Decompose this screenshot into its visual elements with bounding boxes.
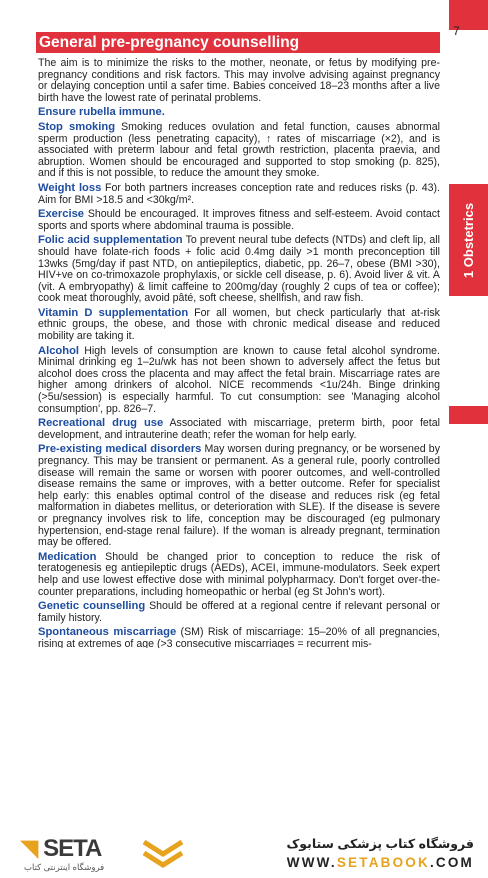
chapter-tab-label-wrap [449, 184, 488, 296]
seta-logo-subtitle: فروشگاه اینترنتی کتاب [24, 862, 105, 872]
smoking-paragraph: Stop smoking Smoking reduces ovulation and fetal function, causes abnormal sperm production (less penetrating capacity), ↑ rates of miscarriage (×2), and is associated with preterm labour and fetal growth restriction, placenta praevia, and abruption. Women should be encouraged and supported to stop smoking (p. 825), and if this is not possible, to reduce the amount they smoke. [38, 120, 441, 180]
drug-use-heading: Recreational drug use [38, 417, 164, 430]
alcohol-heading: Alcohol [38, 344, 80, 357]
medical-disorders-paragraph: Pre-existing medical disorders May worsen during pregnancy, or be worsened by pregnancy. This may be transient or permanent. As a general rule, poorly controlled disease will remain the same or worsen with poorer outcomes, and well-controlled disease remains the same or improves, with a better outcome. Refer for specialist help early: this enables optimal control of the disease and reduces risk (eg fetal malformation in diabetes mellitus, or deterioration with SLE). If the disease is severe or pregnancy involves risk to life, conception may be discouraged (eg pulmonary hypertension, end-stage renal failure). If the woman is already pregnant, termination may be offered. [38, 443, 440, 549]
rubella-heading: Ensure rubella immune. [38, 106, 165, 119]
vitamin-d-heading: Vitamin D supplementation [38, 306, 189, 319]
shop-name: فروشگاه کتاب پزشکی ستابوک [286, 837, 474, 851]
folic-acid-heading: Folic acid supplementation [38, 234, 183, 247]
vitamin-d-paragraph: Vitamin D supplementation For all women, but check particularly that at-risk ethnic groups, the obese, and those with chronic medical disease and reduced mobility are taking it. [38, 306, 440, 343]
exercise-paragraph: Exercise Should be encouraged. It improves fitness and self-esteem. Avoid contact sports and sports where abdominal trauma is possible. [38, 208, 440, 232]
alcohol-paragraph: Alcohol High levels of consumption are known to cause fetal alcohol syndrome. Minimal drinking eg 1–2u/wk has not been shown to adversely affect the fetus but alcohol does cross the placenta and may affect the fetal brain. Miscarriage rates are higher among drinkers of alcohol. NICE recommends <1u/24h. Binge drinking (>5u/session) is especially harmful. To cut consumption: see 'Managing alcohol consumption', pp. 826–7. [38, 344, 441, 415]
rubella-paragraph [38, 107, 440, 119]
watermark-footer [0, 828, 488, 878]
page-number: 7 [453, 24, 460, 38]
chevron-logo-icon [140, 834, 186, 874]
medication-heading: Medication [38, 550, 97, 563]
section-title: General pre-pregnancy counselling [36, 32, 440, 53]
chapter-tab-label: 1 Obstetrics [461, 202, 476, 278]
article-body [38, 58, 440, 651]
seta-logo: ◥ SETA [20, 835, 102, 862]
weight-heading: Weight loss [38, 181, 102, 194]
weight-paragraph: Weight loss For both partners increases conception rate and reduces risks (p. 43). Aim for BMI >18.5 and <30kg/m². [38, 181, 440, 206]
genetic-heading: Genetic counselling [38, 600, 146, 613]
miscarriage-paragraph: Spontaneous miscarriage (SM) Risk of miscarriage: 15–20% of all pregnancies, rising at extremes of age (>3 consecutive miscarriages = recurrent mis- [38, 627, 440, 649]
intro-paragraph: The aim is to minimize the risks to the mother, neonate, or fetus by modifying pre-pregnancy conditions and risk factors. This may involve advising against pregnancy or delaying conception until a safer time. Babies conceived 18–23 months after a live birth have the lowest rate of perinatal problems. [38, 57, 440, 104]
medical-disorders-heading: Pre-existing medical disorders [38, 443, 202, 456]
miscarriage-heading: Spontaneous miscarriage [38, 627, 177, 639]
exercise-heading: Exercise [38, 208, 85, 221]
genetic-paragraph: Genetic counselling Should be offered at a regional centre if relevant personal or family history. [38, 600, 440, 624]
side-tab-marker [449, 406, 488, 424]
medication-paragraph: Medication Should be changed prior to conception to reduce the risk of teratogenesis eg antiepileptic drugs (AEDs), ACEI, immune-modulators. Seek expert help and use lowest effective dose with minimal polypharmacy. Don't forget over-the-counter preparations, including homeopathic or herbal (eg St John's wort). [38, 550, 440, 598]
folic-acid-paragraph: Folic acid supplementation To prevent neural tube defects (NTDs) and cleft lip, all should have folate-rich foods + folic acid 0.4mg daily >1 month preconception till 13wks (5mg/day if past NTD, on antiepileptics, diabetic, pp. 26–7, obese (BMI >30), HIV+ve on co-trimoxazole prophylaxis, or sickle cell disease, p. 6). Avoid liver & vit. A (vit. A embryopathy) & limit caffeine to 200mg/day (roughly 2 cups of tea or coffee); cook meat thoroughly, avoid pâté, soft cheese, shellfish, and raw fish. [38, 234, 440, 305]
smoking-heading: Stop smoking [38, 120, 116, 133]
drug-use-paragraph: Recreational drug use Associated with miscarriage, preterm birth, poor fetal development, and intrauterine death; refer the woman for help early. [38, 417, 440, 441]
shop-url: WWW.SETABOOK.COM [286, 855, 474, 870]
